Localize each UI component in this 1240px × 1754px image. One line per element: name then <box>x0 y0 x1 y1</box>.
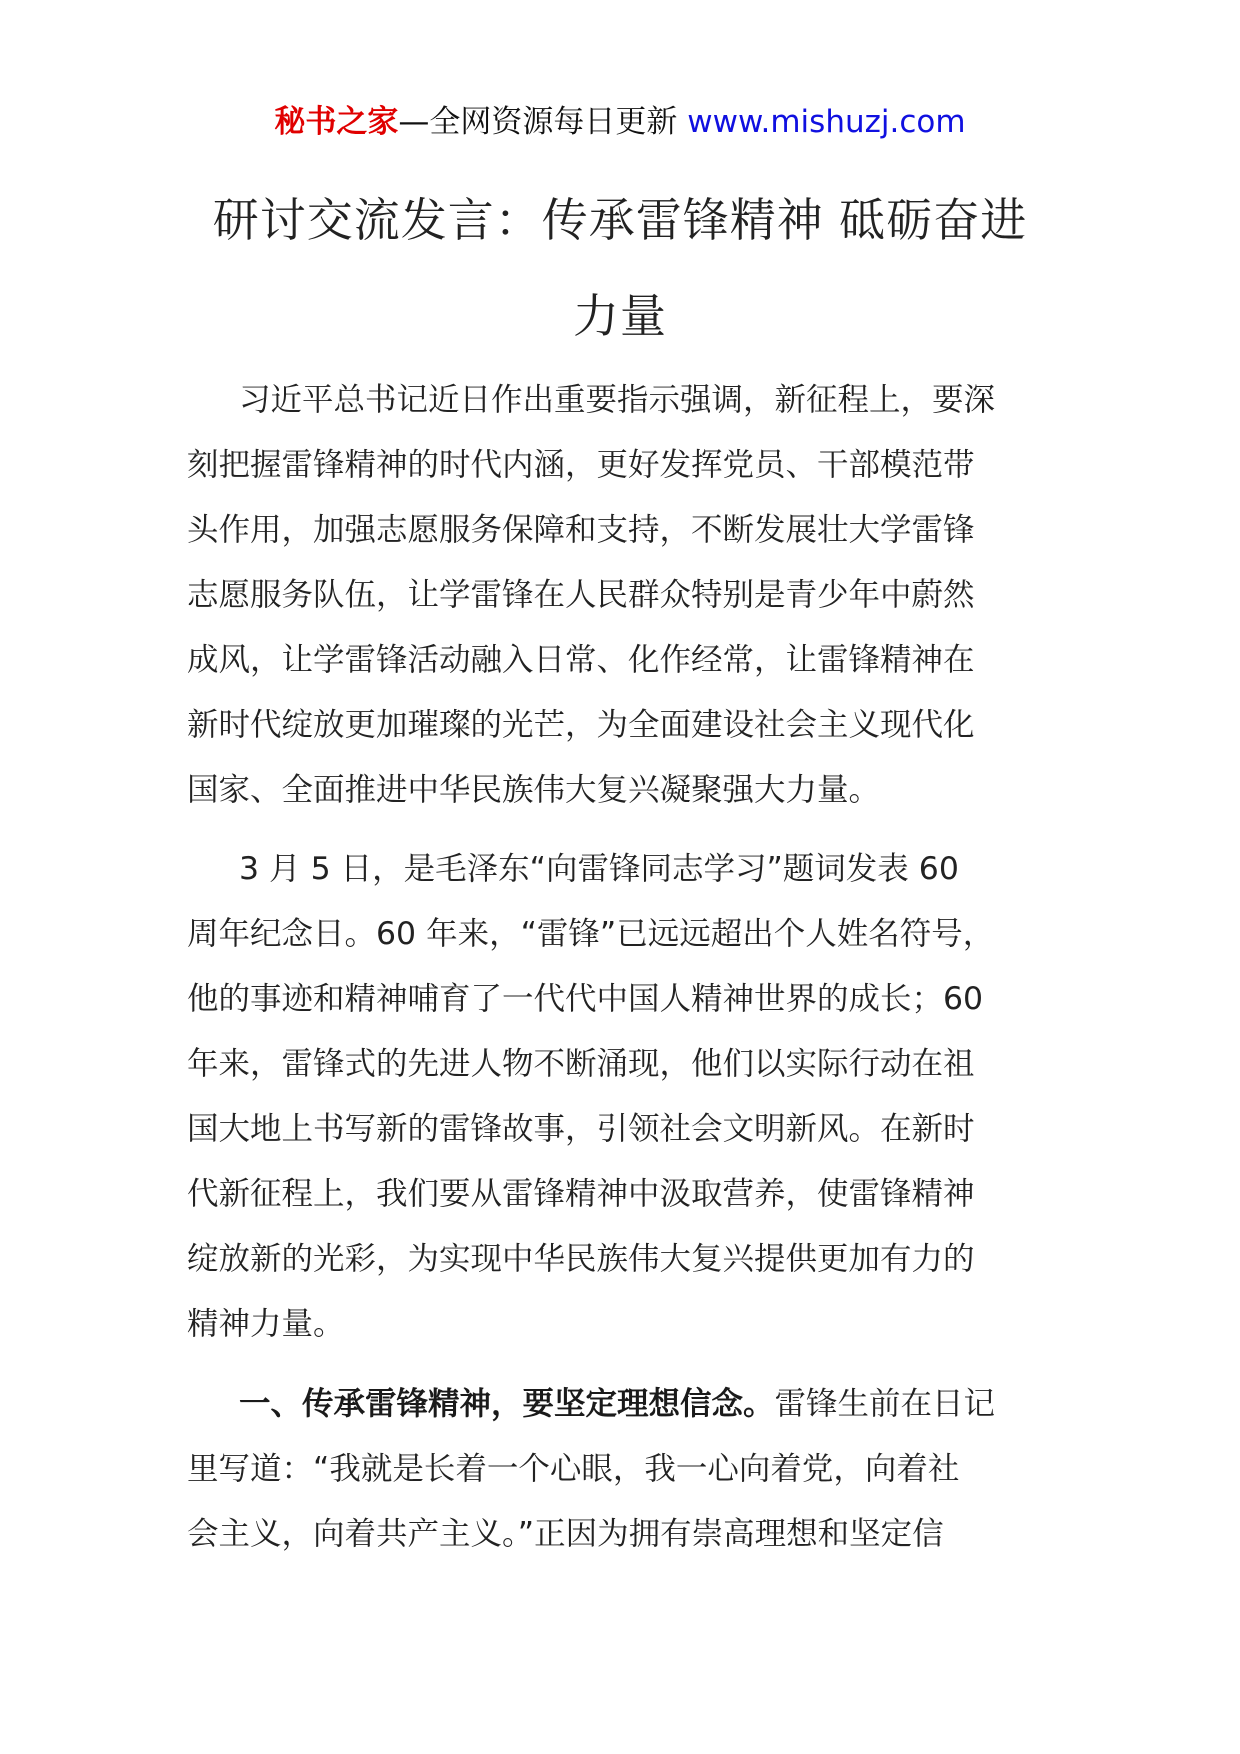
paragraph-line: 3 月 5 日，是毛泽东“向雷锋同志学习”题词发表 60 <box>239 851 959 887</box>
paragraph-line: 年来，雷锋式的先进人物不断涌现，他们以实际行动在祖 <box>187 1046 975 1082</box>
paragraph-line: 绽放新的光彩，为实现中华民族伟大复兴提供更加有力的 <box>187 1241 975 1277</box>
brand-name: 秘书之家 <box>274 104 399 140</box>
site-tagline: —全网资源每日更新 <box>398 104 688 140</box>
paragraph-line: 里写道：“我就是长着一个心眼，我一心向着党，向着社 <box>187 1451 960 1487</box>
paragraph-3 <box>187 1372 1067 1567</box>
paragraph-first-line <box>187 1372 1067 1437</box>
section-heading: 一、传承雷锋精神，要坚定理想信念。 <box>239 1386 775 1422</box>
paragraph-line: 国家、全面推进中华民族伟大复兴凝聚强大力量。 <box>187 772 881 808</box>
paragraph-line: 习近平总书记近日作出重要指示强调，新征程上，要深 <box>239 382 996 418</box>
paragraph-line: 头作用，加强志愿服务保障和支持，不断发展壮大学雷锋 <box>187 512 975 548</box>
paragraph-line: 他的事迹和精神哺育了一代代中国人精神世界的成长；60 <box>187 981 984 1017</box>
paragraph-1 <box>187 368 1067 823</box>
paragraph-line: 成风，让学雷锋活动融入日常、化作经常，让雷锋精神在 <box>187 642 975 678</box>
document-title-line-1: 研讨交流发言：传承雷锋精神 砥砺奋进 <box>212 193 1028 247</box>
document-title-line-2: 力量 <box>573 289 667 343</box>
paragraph-line: 会主义，向着共产主义。”正因为拥有崇高理想和坚定信 <box>187 1516 944 1552</box>
paragraph-line: 新时代绽放更加璀璨的光芒，为全面建设社会主义现代化 <box>187 707 975 743</box>
site-url-link[interactable]: www.mishuzj.com <box>687 104 966 140</box>
site-header <box>0 100 1240 144</box>
paragraph-line: 国大地上书写新的雷锋故事，引领社会文明新风。在新时 <box>187 1111 975 1147</box>
paragraph-line: 志愿服务队伍，让学雷锋在人民群众特别是青少年中蔚然 <box>187 577 975 613</box>
paragraph-line: 精神力量。 <box>187 1306 345 1342</box>
paragraph-line: 刻把握雷锋精神的时代内涵，更好发挥党员、干部模范带 <box>187 447 975 483</box>
paragraph-line: 周年纪念日。60 年来，“雷锋”已远远超出个人姓名符号， <box>187 916 995 952</box>
paragraph-line: 代新征程上，我们要从雷锋精神中汲取营养，使雷锋精神 <box>187 1176 975 1212</box>
paragraph-line-rest: 雷锋生前在日记 <box>774 1386 996 1422</box>
paragraph-2 <box>187 837 1067 1357</box>
